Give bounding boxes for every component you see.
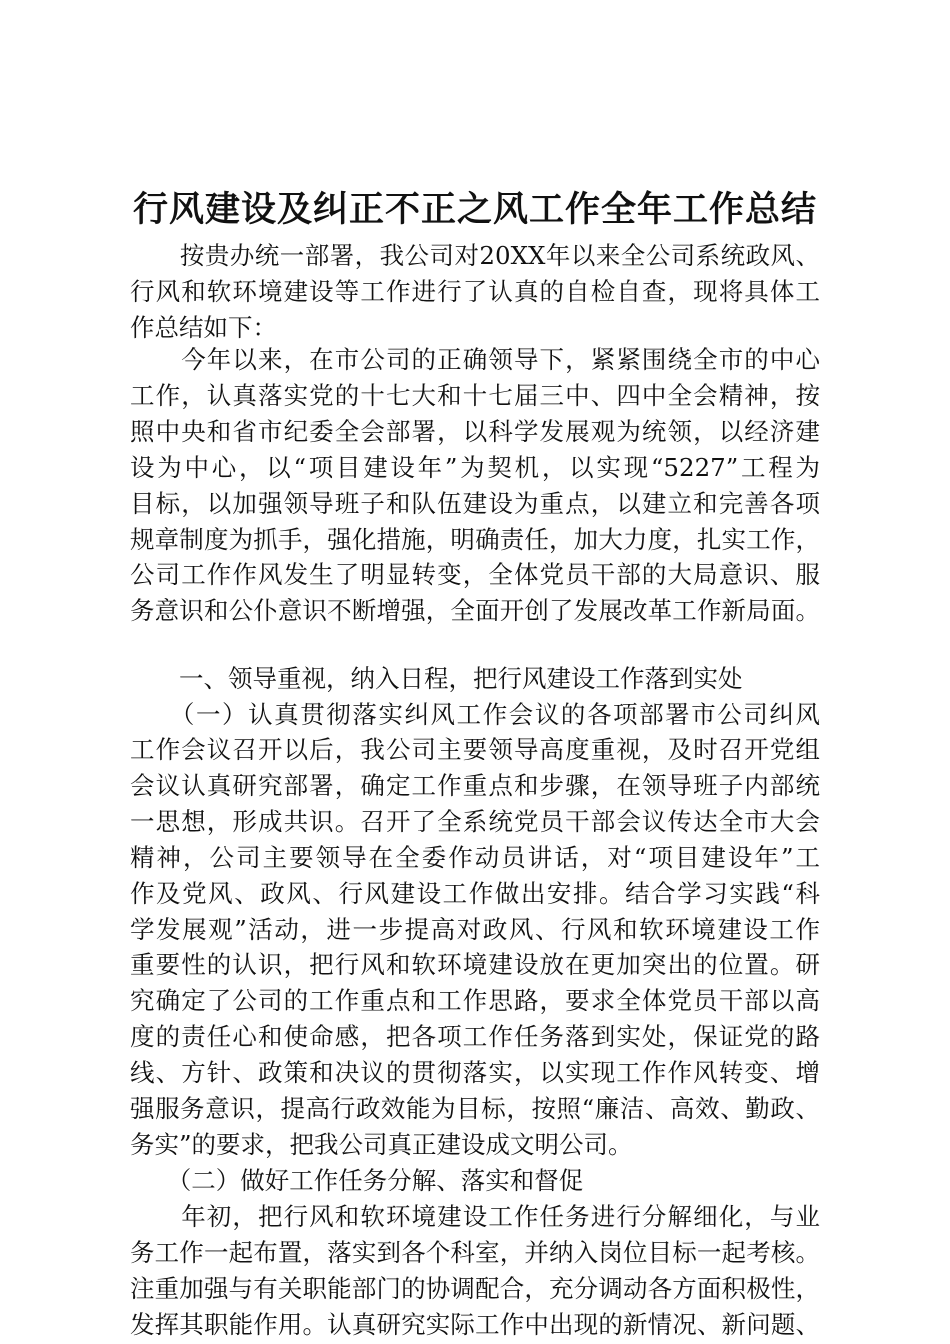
body-line: 精神，公司主要领导在全委作动员讲话，对“项目建设年”工 [130,843,820,872]
body-line: 工作，认真落实党的十七大和十七届三中、四中全会精神，按 [130,381,820,410]
body-line: （一）认真贯彻落实纠风工作会议的各项部署市公司纠风 [130,700,820,729]
body-line: 线、方针、政策和决议的贯彻落实，以实现工作作风转变、增 [130,1058,820,1087]
body-line: 规章制度为抓手，强化措施，明确责任，加大力度，扎实工作， [130,525,820,554]
body-line: 设为中心，以“项目建设年”为契机，以实现“5227”工程为 [130,453,820,482]
body-line: 年初，把行风和软环境建设工作任务进行分解细化，与业 [130,1202,820,1231]
body-line: 重要性的认识，把行风和软环境建设放在更加突出的位置。研 [130,950,820,979]
body-line: 务意识和公仆意识不断增强，全面开创了发展改革工作新局面。 [130,596,820,625]
body-line: 照中央和省市纪委全会部署，以科学发展观为统领，以经济建 [130,417,820,446]
section-heading: 一、领导重视，纳入日程，把行风建设工作落到实处 [130,664,743,693]
body-line: 一思想，形成共识。召开了全系统党员干部会议传达全市大会 [130,807,820,836]
body-line: 行风和软环境建设等工作进行了认真的自检自查，现将具体工 [130,277,820,306]
body-line: 作总结如下： [130,313,277,342]
body-line: 今年以来，在市公司的正确领导下，紧紧围绕全市的中心 [130,345,820,374]
document-title: 行风建设及纠正不正之风工作全年工作总结 [132,189,817,230]
body-line: 发挥其职能作用。认真研究实际工作中出现的新情况、新问题、 [130,1310,820,1339]
body-line: 强服务意识，提高行政效能为目标，按照“廉洁、高效、勤政、 [130,1094,820,1123]
body-line: 公司工作作风发生了明显转变，全体党员干部的大局意识、服 [130,560,820,589]
body-line: 务工作一起布置，落实到各个科室，并纳入岗位目标一起考核。 [130,1238,820,1267]
body-line: 工作会议召开以后，我公司主要领导高度重视，及时召开党组 [130,735,820,764]
body-line: 务实”的要求，把我公司真正建设成文明公司。 [130,1130,633,1159]
body-line: 按贵办统一部署，我公司对20XX年以来全公司系统政风、 [130,241,820,270]
body-line: 目标，以加强领导班子和队伍建设为重点，以建立和完善各项 [130,489,820,518]
body-line: 注重加强与有关职能部门的协调配合，充分调动各方面积极性， [130,1274,820,1303]
body-line: 会议认真研究部署，确定工作重点和步骤，在领导班子内部统 [130,771,820,800]
body-line: 度的责任心和使命感，把各项工作任务落到实处，保证党的路 [130,1022,820,1051]
body-line: 作及党风、政风、行风建设工作做出安排。结合学习实践“科 [130,879,820,908]
body-line: 究确定了公司的工作重点和工作思路，要求全体党员干部以高 [130,986,820,1015]
body-line: 学发展观”活动，进一步提高对政风、行风和软环境建设工作 [130,915,820,944]
subsection-heading: （二）做好工作任务分解、落实和督促 [130,1166,584,1195]
